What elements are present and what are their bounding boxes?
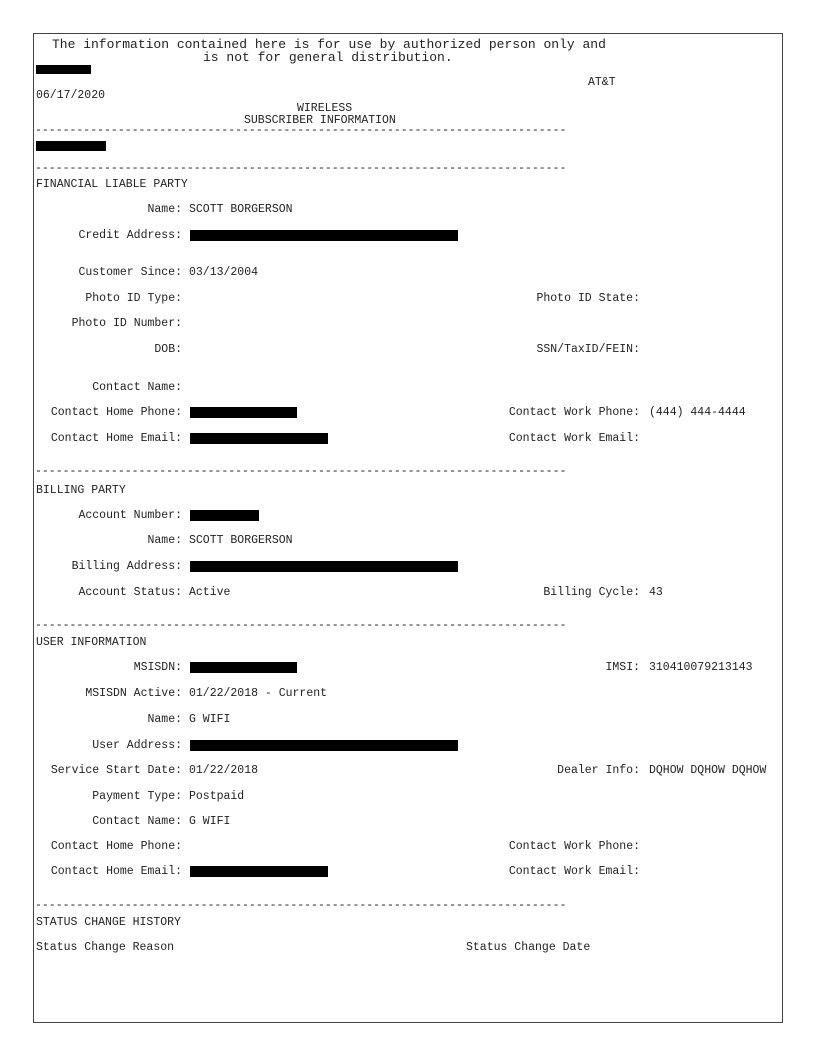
customer-since-value: 03/13/2004 xyxy=(189,266,259,279)
customer-since-label: Customer Since: xyxy=(78,266,182,279)
user-address-label: User Address: xyxy=(92,739,182,752)
redaction-block xyxy=(190,510,259,521)
photo-id-number-label: Photo ID Number: xyxy=(71,317,182,330)
carrier-name: AT&T xyxy=(588,76,616,89)
financial-contact-home-phone-label: Contact Home Phone: xyxy=(50,406,182,419)
dealer-info-value: DQHOW DQHOW DQHOW xyxy=(649,764,767,777)
billing-name-label: Name: xyxy=(147,534,182,547)
financial-name-value: SCOTT BORGERSON xyxy=(189,203,293,216)
redaction-block xyxy=(190,433,328,444)
confidentiality-notice-line1: The information contained here is for use by authorized person only and xyxy=(52,37,606,52)
photo-id-type-label: Photo ID Type: xyxy=(85,292,182,305)
document-title-line2: SUBSCRIBER INFORMATION xyxy=(244,114,396,127)
financial-contact-work-email-label: Contact Work Email: xyxy=(508,432,640,445)
user-name-label: Name: xyxy=(147,713,182,726)
redaction-block xyxy=(36,65,91,74)
user-contact-home-email-label: Contact Home Email: xyxy=(50,865,182,878)
status-change-reason-header: Status Change Reason xyxy=(36,941,175,954)
billing-cycle-label: Billing Cycle: xyxy=(543,586,640,599)
dob-label: DOB: xyxy=(154,343,182,356)
imsi-value: 310410079213143 xyxy=(649,661,753,674)
account-status-value: Active xyxy=(189,586,231,599)
status-change-date-header: Status Change Date xyxy=(466,941,591,954)
user-contact-work-phone-label: Contact Work Phone: xyxy=(508,840,640,853)
user-contact-home-phone-label: Contact Home Phone: xyxy=(50,840,182,853)
billing-cycle-value: 43 xyxy=(649,586,663,599)
section-divider: ----------------------------------------------------------------------------- xyxy=(35,468,567,476)
ssn-label: SSN/TaxID/FEIN: xyxy=(536,343,640,356)
user-contact-name-value: G WIFI xyxy=(189,815,231,828)
billing-name-value: SCOTT BORGERSON xyxy=(189,534,293,547)
service-start-date-value: 01/22/2018 xyxy=(189,764,259,777)
msisdn-active-value: 01/22/2018 - Current xyxy=(189,687,328,700)
user-name-value: G WIFI xyxy=(189,713,231,726)
payment-type-label: Payment Type: xyxy=(92,790,182,803)
redaction-block xyxy=(190,866,328,877)
redaction-block xyxy=(190,740,458,751)
financial-contact-work-phone-value: (444) 444-4444 xyxy=(649,406,746,419)
redaction-block xyxy=(190,230,458,241)
section-divider: ----------------------------------------------------------------------------- xyxy=(35,902,567,910)
redaction-block xyxy=(190,561,458,572)
service-start-date-label: Service Start Date: xyxy=(50,764,182,777)
user-contact-work-email-label: Contact Work Email: xyxy=(508,865,640,878)
dealer-info-label: Dealer Info: xyxy=(557,764,640,777)
financial-name-label: Name: xyxy=(147,203,182,216)
financial-contact-home-email-label: Contact Home Email: xyxy=(50,432,182,445)
payment-type-value: Postpaid xyxy=(189,790,245,803)
account-status-label: Account Status: xyxy=(78,586,182,599)
imsi-label: IMSI: xyxy=(605,661,640,674)
user-contact-name-label: Contact Name: xyxy=(92,815,182,828)
financial-contact-work-phone-label: Contact Work Phone: xyxy=(508,406,640,419)
report-date: 06/17/2020 xyxy=(36,89,106,102)
document-title-line1: WIRELESS xyxy=(297,102,353,115)
redaction-block xyxy=(190,662,297,673)
account-number-label: Account Number: xyxy=(78,509,182,522)
section-divider: ----------------------------------------------------------------------------- xyxy=(35,127,567,135)
section-title-status-history: STATUS CHANGE HISTORY xyxy=(36,916,181,929)
section-divider: ----------------------------------------------------------------------------- xyxy=(35,622,567,630)
credit-address-label: Credit Address: xyxy=(78,229,182,242)
section-title-user: USER INFORMATION xyxy=(36,636,147,649)
financial-contact-name-label: Contact Name: xyxy=(92,381,182,394)
section-divider: ----------------------------------------------------------------------------- xyxy=(35,165,567,173)
section-title-financial: FINANCIAL LIABLE PARTY xyxy=(36,178,188,191)
redaction-block xyxy=(190,407,297,418)
section-title-billing: BILLING PARTY xyxy=(36,484,126,497)
redaction-block xyxy=(36,141,106,151)
msisdn-active-label: MSISDN Active: xyxy=(85,687,182,700)
msisdn-label: MSISDN: xyxy=(133,661,182,674)
billing-address-label: Billing Address: xyxy=(71,560,182,573)
photo-id-state-label: Photo ID State: xyxy=(536,292,640,305)
confidentiality-notice-line2: is not for general distribution. xyxy=(203,50,453,65)
